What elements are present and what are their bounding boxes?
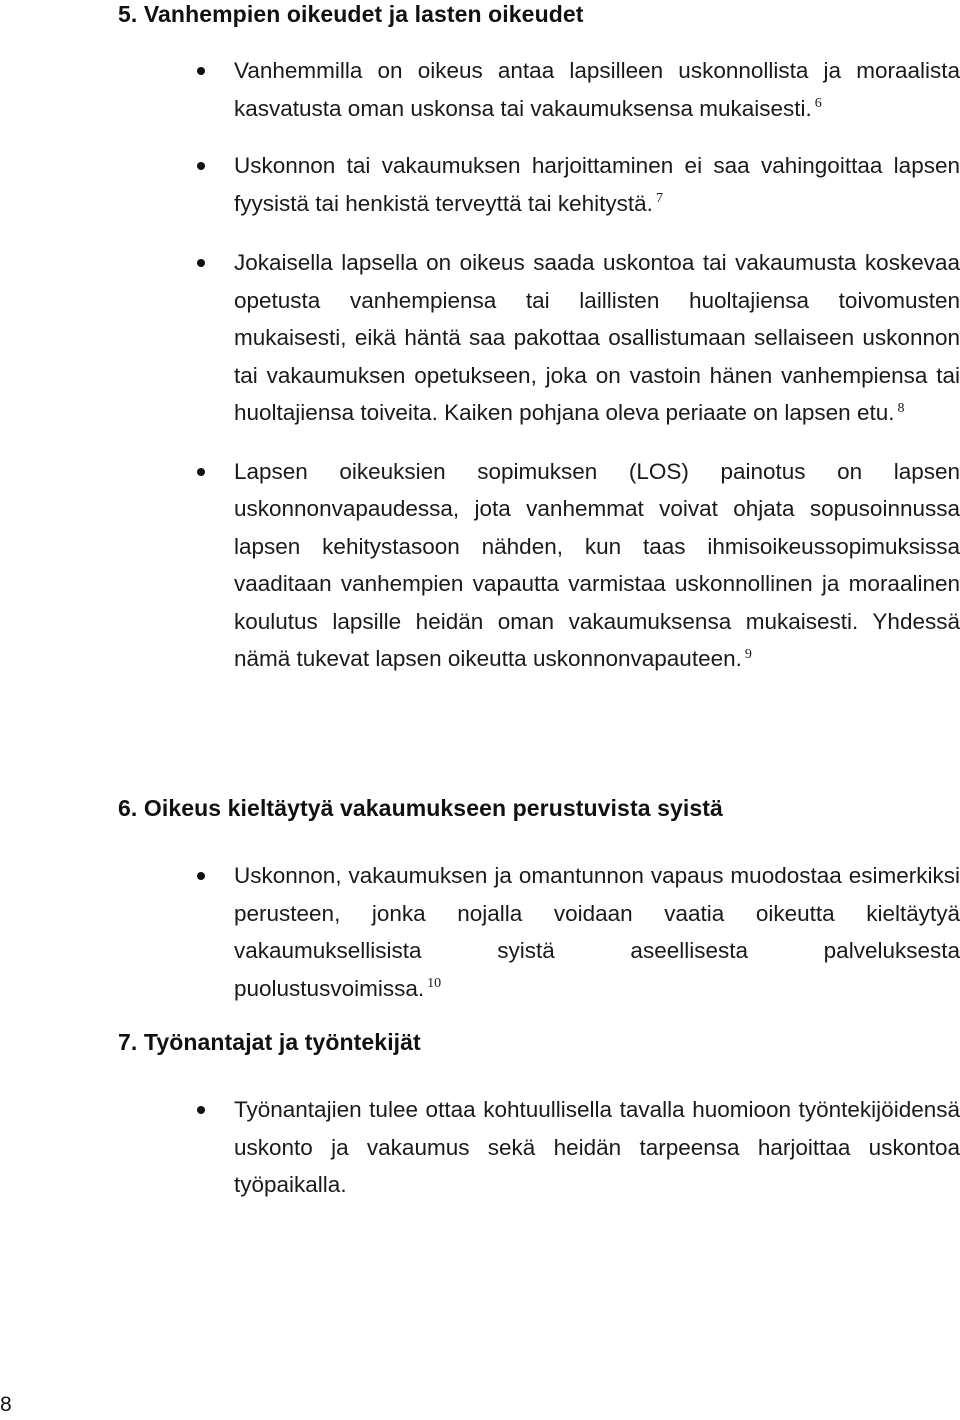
bullet-icon (197, 468, 205, 476)
list-item (118, 147, 960, 222)
bullet-text: Työnantajien tulee ottaa kohtuullisella tavalla huomioon työntekijöidensä uskonto ja vakaumus sekä heidän tarpeensa harjoittaa uskontoa työpaikalla. (234, 1097, 960, 1197)
bullet-icon (197, 872, 205, 880)
section-5-list (118, 52, 960, 678)
bullet-icon (197, 162, 205, 170)
list-item (118, 1091, 960, 1204)
bullet-text: Jokaisella lapsella on oikeus saada uskontoa tai vakaumusta koskevaa opetusta vanhempiensa tai laillisten huoltajiensa toivomusten mukaisesti, eikä häntä saa pakottaa osallistumaan sellaiseen uskonnon tai vakaumuksen opetukseen, joka on vastoin hänen vanhempiensa tai huoltajiensa toiveita. Kaiken pohjana oleva periaate on lapsen etu. (234, 250, 960, 425)
list-item (118, 244, 960, 432)
section-6-heading: 6. Oikeus kieltäytyä vakaumukseen perustuvista syistä (118, 795, 723, 821)
section-5-heading: 5. Vanhempien oikeudet ja lasten oikeudet (118, 1, 584, 27)
footnote-ref: 9 (744, 646, 752, 662)
bullet-icon (197, 1106, 205, 1114)
page-number: 8 (0, 1393, 12, 1416)
bullet-text: Uskonnon, vakaumuksen ja omantunnon vapaus muodostaa esimerkiksi perusteen, jonka nojalla voidaan vaatia oikeutta kieltäytyä vakaumuksellisista syistä aseellisesta palveluksesta puolustusvoimissa. (234, 863, 960, 1001)
section-6 (118, 794, 960, 1007)
list-item (118, 857, 960, 1007)
list-item (118, 453, 960, 678)
footnote-ref: 7 (655, 191, 663, 206)
list-item (118, 52, 960, 127)
section-7-heading: 7. Työnantajat ja työntekijät (118, 1029, 421, 1055)
bullet-text: Vanhemmilla on oikeus antaa lapsilleen uskonnollista ja moraalista kasvatusta oman uskonsa tai vakaumuksensa mukaisesti. (234, 58, 960, 121)
bullet-icon (197, 67, 205, 75)
section-5 (118, 0, 960, 678)
section-7 (118, 1028, 960, 1204)
bullet-text: Lapsen oikeuksien sopimuksen (LOS) painotus on lapsen uskonnonvapaudessa, jota vanhemmat voivat ohjata sopusoinnussa lapsen kehitystasoon nähden, kun taas ihmisoikeussopimuksissa vaaditaan vanhempien vapautta varmistaa uskonnollinen ja moraalinen koulutus lapsille heidän oman vakaumuksensa mukaisesti. Yhdessä nämä tukevat lapsen oikeutta uskonnonvapauteen. (234, 458, 960, 671)
footnote-ref: 10 (427, 976, 442, 991)
bullet-icon (197, 259, 205, 267)
footnote-ref: 6 (814, 96, 822, 111)
section-7-list (118, 1091, 960, 1204)
footnote-ref: 8 (897, 400, 905, 416)
bullet-text: Uskonnon tai vakaumuksen harjoittaminen ei saa vahingoittaa lapsen fyysistä tai henkistä terveyttä tai kehitystä. (234, 153, 960, 216)
section-6-list (118, 857, 960, 1007)
